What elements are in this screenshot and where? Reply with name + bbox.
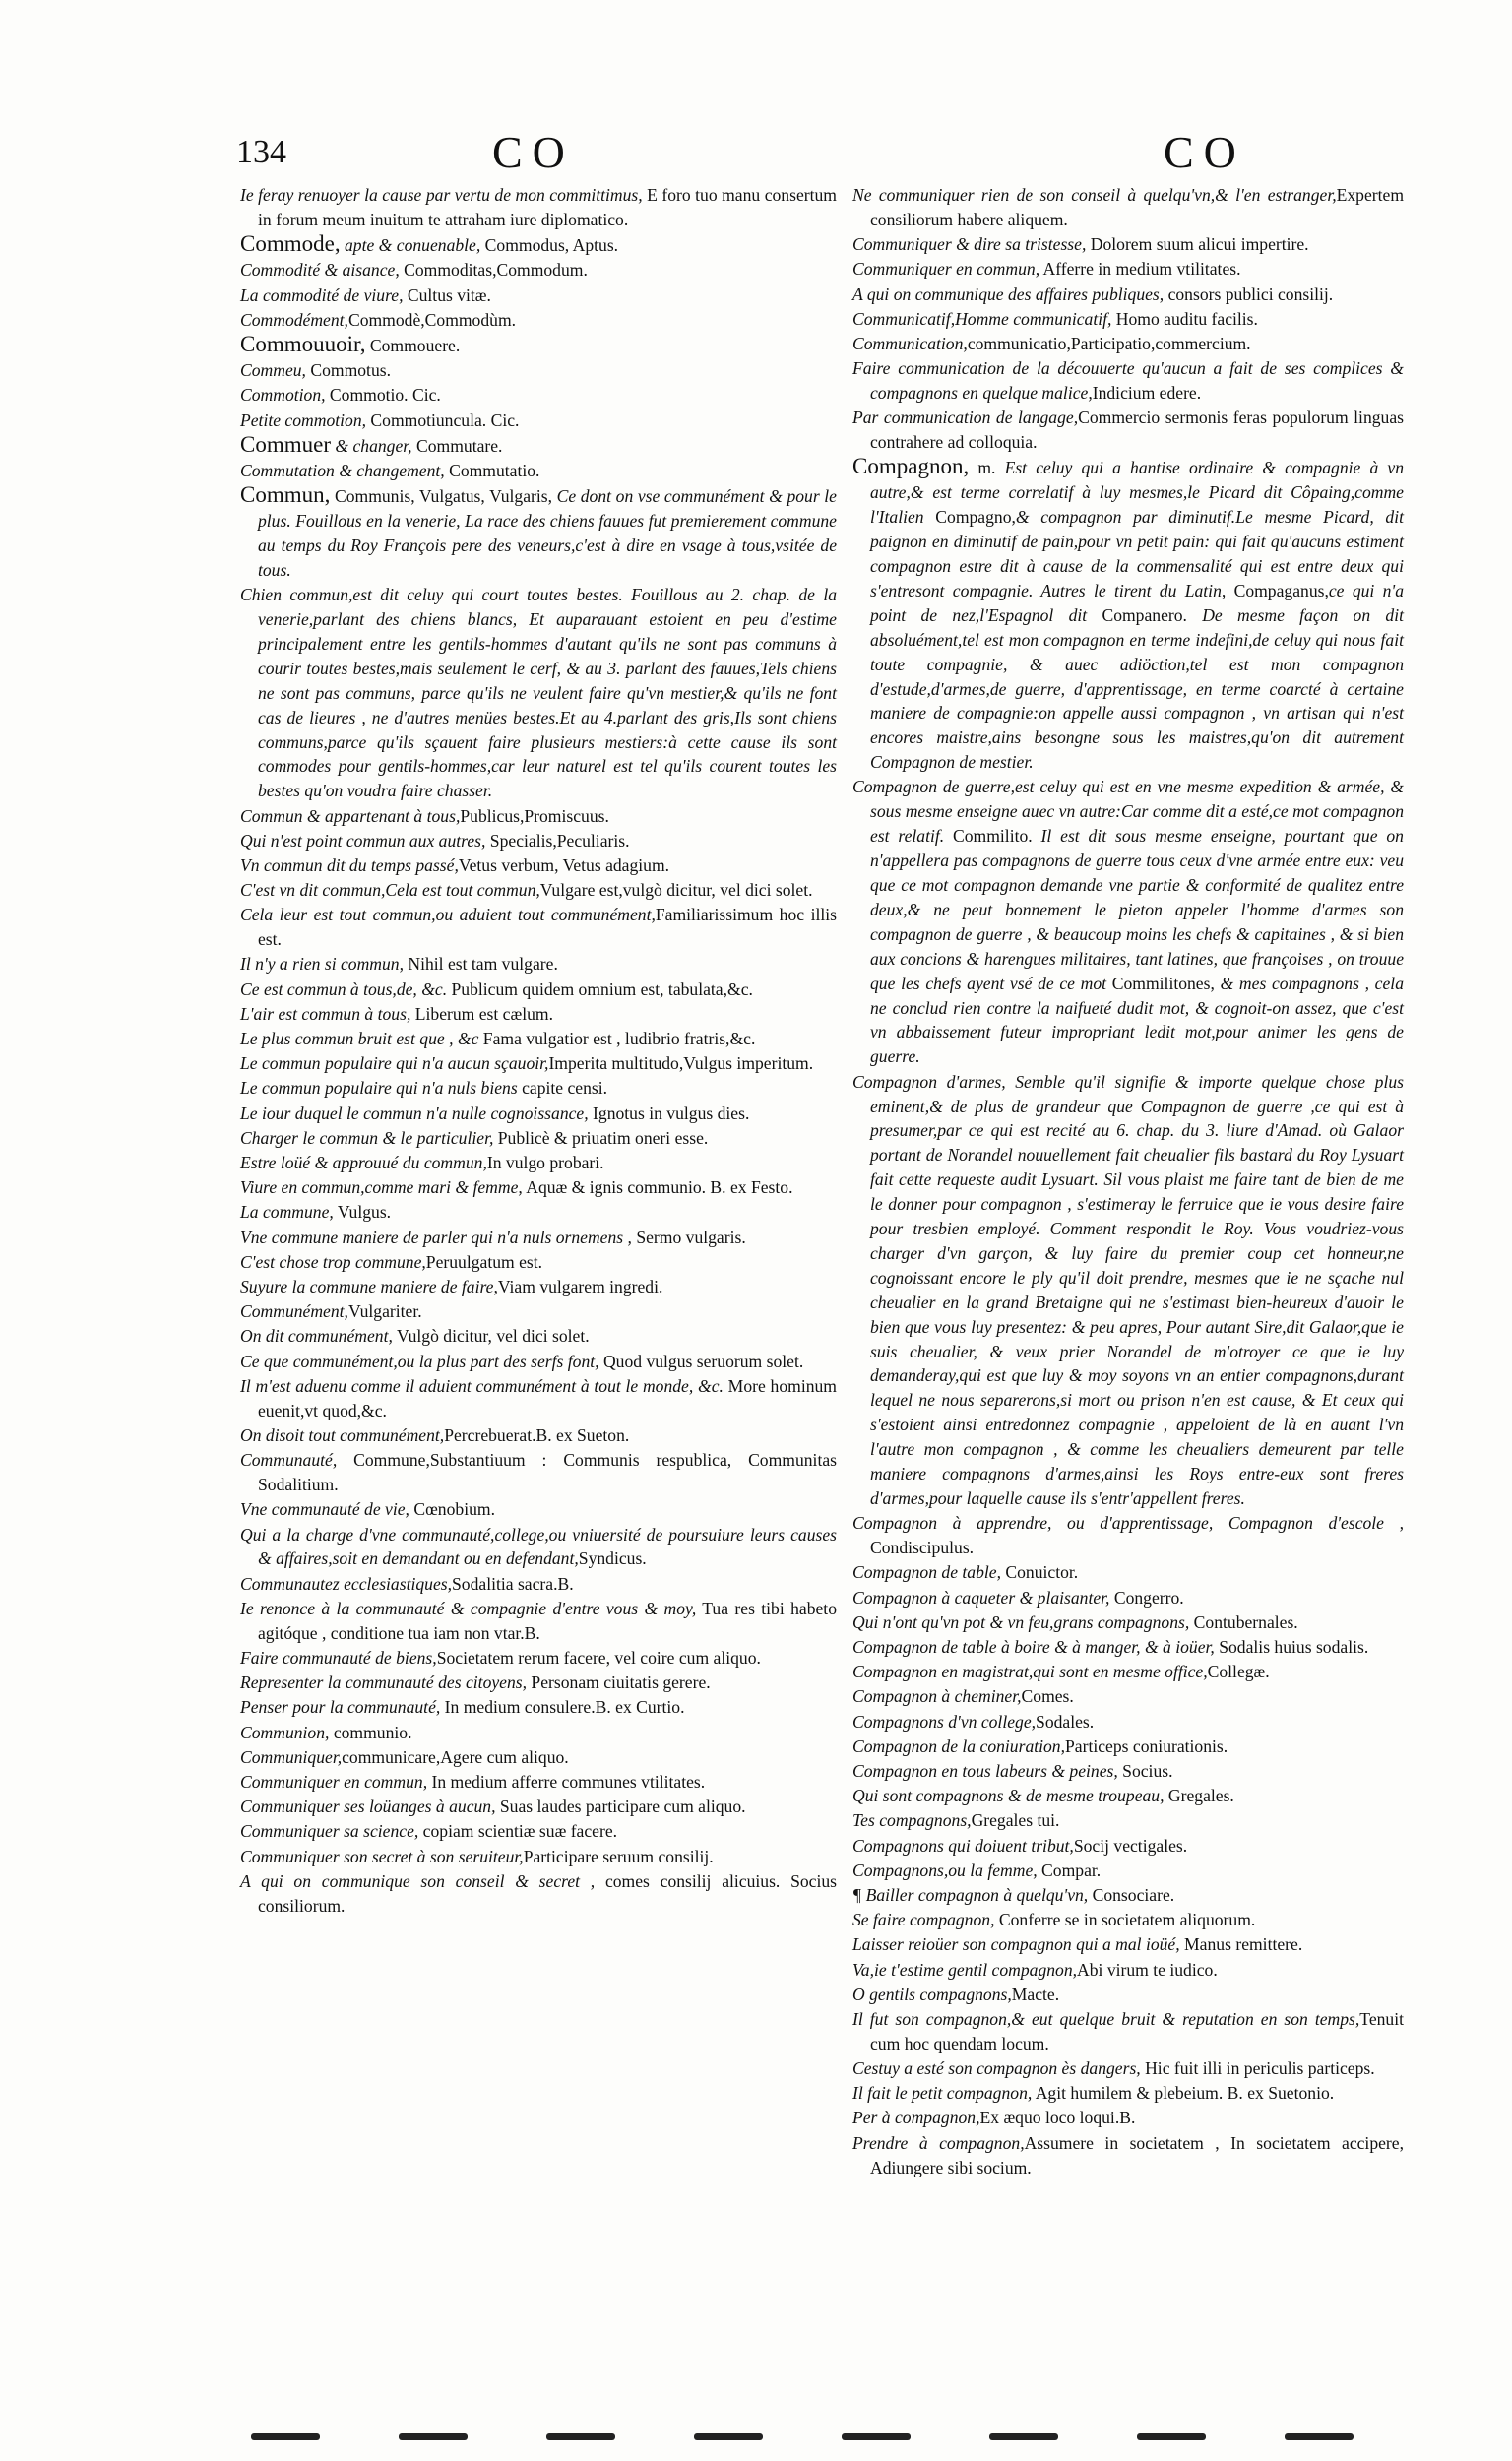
french-text: Communiquer, (240, 1746, 343, 1767)
dictionary-entry (240, 1845, 837, 1869)
latin-text: Ignotus in vulgus dies. (588, 1103, 750, 1123)
french-text: Il n'y a rien si commun, (240, 954, 404, 975)
running-head-left: CO (492, 127, 575, 177)
latin-text: Vulgariter. (347, 1301, 422, 1322)
french-text: apte & conuenable, (340, 235, 481, 256)
french-text: Compagnon de la coniuration, (852, 1735, 1066, 1756)
dictionary-entry (852, 2131, 1404, 2180)
latin-text: Gregales tui. (971, 1810, 1060, 1831)
dictionary-entry (240, 1151, 837, 1175)
dictionary-entry (240, 1795, 837, 1819)
dictionary-entry (852, 307, 1404, 332)
latin-text: Aquæ & ignis communio. B. ex Festo. (522, 1177, 793, 1198)
french-text: Il fut son compagnon,& eut quelque bruit & reputation en son temps, (852, 2008, 1360, 2029)
french-text: L'air est commun à tous, (240, 1003, 411, 1024)
french-text: Compagnon à apprendre, ou d'apprentissage, Compagnon d'escole , (852, 1513, 1404, 1534)
french-text: Per à compagnon, (852, 2108, 980, 2128)
french-text: Ie renonce à la communauté & compagnie d'entre vous & moy, (240, 1598, 697, 1618)
latin-text: Commutare. (411, 435, 503, 456)
latin-text: Ex æquo loco loqui.B. (979, 2108, 1136, 2128)
dictionary-entry (240, 1051, 837, 1076)
dictionary-entry (240, 1002, 837, 1027)
french-text: Qui sont compagnons & de mesme troupeau, (852, 1786, 1165, 1806)
latin-text: communicare,Agere cum aliquo. (342, 1746, 569, 1767)
french-text: Il m'est aduenu comme il aduient communément à tout le monde, &c. (240, 1375, 724, 1396)
dictionary-entry (240, 1671, 837, 1695)
dictionary-entry (240, 1250, 837, 1275)
dictionary-entry (240, 358, 837, 383)
french-text: On dit communément, (240, 1326, 393, 1347)
dictionary-entry (852, 1610, 1404, 1635)
french-text: Communiquer & dire sa tristesse, (852, 234, 1087, 255)
latin-text: Afferre in medium vtilitates. (1040, 259, 1241, 280)
dictionary-entry (852, 1511, 1404, 1560)
dictionary-entry (852, 1070, 1404, 1511)
latin-text: Publicus,Promiscuus. (460, 805, 609, 826)
dictionary-entry (852, 1784, 1404, 1808)
french-text: Le plus commun bruit est que , &c (240, 1029, 479, 1049)
latin-text: Publicum quidem omnium est, tabulata,&c. (447, 978, 753, 999)
french-text: Compagnons qui doiuent tribut, (852, 1835, 1074, 1856)
dictionary-entry (852, 257, 1404, 282)
latin-text: Commilito. (944, 826, 1033, 847)
dictionary-entry (852, 232, 1404, 257)
latin-text: Socij vectigales. (1073, 1835, 1188, 1856)
french-text: Commotion, (240, 385, 326, 406)
latin-text: Tua res tibi habeto agitóque , conditione tua iam non vtar.B. (258, 1598, 837, 1643)
dictionary-entry (240, 978, 837, 1002)
latin-text: Indicium edere. (1092, 383, 1202, 404)
dictionary-entry (240, 829, 837, 853)
latin-text: Sermo vulgaris. (631, 1227, 746, 1247)
french-text: Le commun populaire qui n'a aucun sçauoir, (240, 1053, 549, 1074)
dictionary-entry (240, 804, 837, 829)
french-text: Compagnon de guerre,est celuy qui est en vne mesme expedition & armée, & sous mesme enseigne auec vn autre:Car comme dit a esté,ce mot compagnon est relatif. (852, 777, 1404, 847)
french-text: Communiquer en commun, (852, 259, 1040, 280)
dictionary-entry (240, 284, 837, 308)
latin-text: Commune,Substantiuum : Communis respublica, Communitas Sodalitium. (258, 1450, 837, 1495)
french-text: Communication, (852, 333, 968, 353)
dictionary-entry (240, 1646, 837, 1671)
dictionary-entry (240, 1200, 837, 1225)
french-text: Qui a la charge d'vne communauté,college,ou vniuersité de poursuiure leurs causes & affaires,soit en demandant ou en defendant, (240, 1524, 837, 1569)
french-text: Ie feray renuoyer la cause par vertu de mon committimus, (240, 185, 643, 205)
running-head-right: CO (1164, 127, 1246, 177)
latin-text: communio. (329, 1722, 412, 1742)
dictionary-entry (852, 1710, 1404, 1735)
dictionary-entry (852, 2007, 1404, 2056)
french-text: Representer la communauté des citoyens, (240, 1672, 528, 1693)
dictionary-entry (240, 1497, 837, 1522)
french-text: A qui on communique des affaires publiques, (852, 284, 1165, 304)
latin-text: Socius. (1117, 1760, 1173, 1781)
french-text: Chien commun,est dit celuy qui court toutes bestes. Fouillous au 2. chap. de la venerie,parlant des chiens blancs, Et auparauant estoient en peu d'estime principalement entre les gentils-hommes d'autant qu'ils ne sont pas communs à courir toutes bestes,mais seulement le cerf, & au 3. parlant des fauues,Tels chiens ne sont pas communs, parce qu'ils ne veulent faire qu'vn mestier,& qu'ils ne font cas de lieures , ne d'autres menües bestes.Et au 4.parlant des gris,Ils sont chiens communs,parce qu'ils sçauent faire plusieurs mestiers:à cette cause ils sont commodes pour gentils-hommes,car leur naturel est tel qu'ils courent toutes les bestes qu'on voudra faire chasser. (240, 585, 837, 801)
latin-text: comes consilij alicuius. Socius consiliorum. (258, 1870, 838, 1916)
dictionary-entry (852, 332, 1404, 356)
dictionary-entry (240, 1102, 837, 1126)
french-text: Ce dont on vse communément & pour le plus. Fouillous en la venerie, La race des chiens fauues fut premierement commune au temps du Roy François pere des veneurs,c'est à dire en vsage à tous,vsitée de tous. (258, 486, 837, 580)
dictionary-entry (240, 232, 837, 258)
french-text: Cestuy a esté son compagnon ès dangers, (852, 2058, 1141, 2079)
latin-text: Particeps coniurationis. (1065, 1735, 1228, 1756)
dictionary-entry (240, 1275, 837, 1299)
french-text: Communion, (240, 1722, 330, 1742)
dictionary-entry (240, 853, 837, 878)
french-text: Faire communauté de biens, (240, 1647, 437, 1668)
french-text: Se faire compagnon, (852, 1910, 995, 1930)
latin-text: Compar. (1037, 1860, 1102, 1880)
latin-text: Abi virum te iudico. (1077, 1959, 1218, 1980)
french-text: Compagnon à caqueter & plaisanter, (852, 1587, 1110, 1608)
french-text: Par communication de langage, (852, 408, 1079, 428)
french-text: Le commun populaire qui n'a nuls biens (240, 1078, 518, 1099)
latin-text: Cultus vitæ. (403, 284, 491, 305)
latin-text: Vulgò dicitur, vel dici solet. (392, 1326, 590, 1347)
french-text: Commeu, (240, 360, 306, 381)
french-text: Suyure la commune maniere de faire, (240, 1277, 498, 1297)
dictionary-entry (240, 1299, 837, 1324)
latin-text: Peruulgatum est. (425, 1251, 543, 1272)
french-text: La commune, (240, 1202, 334, 1223)
french-text: Petite commotion, (240, 410, 367, 430)
latin-text: Sodalitia sacra.B. (452, 1573, 574, 1594)
dictionary-entry (852, 1958, 1404, 1983)
latin-text: copiam scientiæ suæ facere. (418, 1821, 618, 1842)
latin-text: Fama vulgatior est , ludibrio fratris,&c. (478, 1029, 756, 1049)
french-text: Commodité & aisance, (240, 260, 400, 281)
french-text: Compagnon d'armes, Semble qu'il signifie & importe quelque chose plus eminent,& de plus de grandeur que Compagnon de guerre ,ce qui est à presumer,par ce qui est recité au 6. chap. du 3. liure d'Amad. où Galaor portant de Norandel nouuellement fait cheualier fils bastard du Roy Lysuart fait cette requeste audit Lysuart. Sil vous plaist me faire tant de bien de me le donner pour compagnon , s'estimeray le ferruice que ie vous desire faire pour tresbien employé. Comment respondit le Roy. Vous voudriez-vous charger d'vn garçon, & luy faire du premier coup cet honneur,ne cognoissant encore le ply qu'il doit prendre, mesmes que ie ne sçache nul cheualier en la grand Bretaigne qui ne s'estimast bien-heureux d'auoir le bien que vous luy presentez: & peu apres, Pour autant Sire,dit Galaor,que ie suis cheualier, & veux prier Norandel de m'otroyer ce que ie luy demanderay,qui est que luy & moy soyons vn an entier compagnons,durant lequel ne nous separerons,si mort ou prison n'en est cause, & Et ceux qui s'estoient ainsi entredonnez compagnie , appeloient de là en auant l'vn l'autre mon compagnon , & comme les cheualiers demeurent par telle maniere compagnons d'armes,ainsi les Roys entre-eux sont freres d'armes,pour laquelle cause ils s'entr'appellent freres. (852, 1071, 1404, 1508)
french-text: Communicatif,Homme communicatif, (852, 308, 1112, 329)
dictionary-entry (240, 1869, 837, 1919)
french-text: ¶ Bailler compagnon à quelqu'vn, (852, 1884, 1089, 1905)
french-text: Qui n'est point commun aux autres, (240, 830, 486, 851)
french-text: Communautez ecclesiastiques, (240, 1573, 452, 1594)
dictionary-entry (852, 1735, 1404, 1759)
french-text: ce qui n'a point de nez,l'Espagnol dit (870, 580, 1404, 625)
latin-text: Cœnobium. (409, 1499, 495, 1520)
french-text: Vn commun dit du temps passé, (240, 854, 459, 875)
latin-text: Agit humilem & plebeium. B. ex Suetonio. (1032, 2083, 1335, 2104)
french-text: C'est chose trop commune, (240, 1251, 426, 1272)
latin-text: Companero. (1087, 604, 1187, 625)
latin-text: Collegæ. (1207, 1662, 1270, 1682)
latin-text: Viam vulgarem ingredi. (497, 1277, 663, 1297)
french-text: Compagnon de table, (852, 1562, 1001, 1583)
latin-text: Commodus, Aptus. (480, 235, 619, 256)
dictionary-entry (852, 1660, 1404, 1684)
latin-text: capite censi. (517, 1078, 608, 1099)
latin-text: Commouere. (365, 335, 461, 355)
latin-text: In medium consulere.B. ex Curtio. (440, 1697, 685, 1718)
dictionary-entry (852, 1859, 1404, 1883)
french-text: Compagnon de table à boire & à manger, & à ioüer, (852, 1636, 1215, 1657)
latin-text: Percrebuerat.B. ex Sueton. (444, 1425, 630, 1445)
dictionary-entry (240, 903, 837, 952)
french-text: & changer, (331, 435, 412, 456)
latin-text: Compagno, (923, 507, 1016, 528)
latin-text: Vulgus. (333, 1202, 392, 1223)
latin-text: Societatem rerum facere, vel coire cum aliquo. (436, 1647, 761, 1668)
dictionary-entry (852, 183, 1404, 232)
latin-text: Macte. (1011, 1984, 1060, 2004)
dictionary-entry (852, 1908, 1404, 1932)
latin-text: communicatio,Participatio,commercium. (967, 333, 1251, 353)
french-text: Charger le commun & le particulier, (240, 1127, 494, 1148)
latin-text: E foro tuo manu consertum in forum meum inuitum te attraham iure diplomatico. (258, 185, 837, 229)
french-text: Communiquer sa science, (240, 1821, 419, 1842)
french-text: Commodément, (240, 309, 348, 330)
latin-text: Syndicus. (578, 1548, 647, 1569)
latin-text: More hominum euenit,vt quod,&c. (258, 1375, 837, 1420)
french-text: Communauté, (240, 1450, 338, 1471)
french-text: Est celuy qui a hantise ordinaire & compagnie à vn autre,& est terme correlatif à luy mesmes,le Picard dit Côpaing,comme l'Italien (870, 458, 1405, 528)
french-text: Cela leur est tout commun,ou aduient tout communément, (240, 905, 656, 925)
french-text: Communément, (240, 1301, 348, 1322)
french-text: Tes compagnons, (852, 1810, 972, 1831)
latin-text: consors publici consilij. (1164, 284, 1334, 304)
dictionary-entry (852, 775, 1404, 1069)
latin-text: Compaganus, (1226, 580, 1329, 600)
latin-text: Familiarissimum hoc illis est. (258, 905, 837, 950)
latin-text: Commoditas,Commodum. (399, 260, 588, 281)
dictionary-entry (240, 1126, 837, 1151)
latin-text: Tenuit cum hoc quendam locum. (870, 2008, 1404, 2053)
french-text: Compagnons d'vn college, (852, 1711, 1037, 1732)
dictionary-entry (240, 1226, 837, 1250)
latin-text: Suas laudes participare cum aliquo. (495, 1797, 746, 1817)
french-text: Laisser reioüer son compagnon qui a mal ioüé, (852, 1934, 1180, 1955)
french-text: La commodité de viure, (240, 284, 404, 305)
headword: Commuer (240, 431, 331, 457)
dictionary-entry (240, 952, 837, 977)
latin-text: Personam ciuitatis gerere. (527, 1672, 711, 1693)
latin-text: m. (969, 458, 996, 478)
french-text: Commutation & changement, (240, 460, 445, 480)
latin-text: Liberum est cælum. (410, 1003, 553, 1024)
latin-text: In medium afferre communes vtilitates. (427, 1771, 706, 1792)
latin-text: Imperita multitudo,Vulgus imperitum. (548, 1053, 814, 1074)
french-text: Compagnon à cheminer, (852, 1686, 1022, 1707)
latin-text: Gregales. (1164, 1786, 1234, 1806)
french-text: On disoit tout communément, (240, 1425, 445, 1445)
latin-text: Homo auditu facilis. (1111, 308, 1258, 329)
french-text: De mesme façon on dit absoluément,tel est mon compagnon en terme indefini,de celuy qui nous fait toute compagnie, & auec adiöction,tel est mon compagnon d'estude,d'armes,de guerre, d'apprentissage, en terme coarcté à certaine maniere de compagnie:on appelle aussi compagnon , vn artisan qui n'est encores maistre,ains besongne sous les maistres,qu'on dit autrement Compagnon de mestier. (870, 604, 1404, 773)
dictionary-entry (852, 1759, 1404, 1784)
dictionary-entry (240, 1423, 837, 1448)
dictionary-entry (852, 2081, 1404, 2106)
french-text: Prendre à compagnon, (852, 2132, 1025, 2153)
dictionary-entry (852, 356, 1404, 406)
french-text: Commun & appartenant à tous, (240, 805, 461, 826)
french-text: Compagnon en magistrat,qui sont en mesme office, (852, 1662, 1208, 1682)
dictionary-entry (240, 433, 837, 459)
french-text: & compagnon par diminutif.Le mesme Picard, dit paignon en diminutif de pain,pour vn petit pain: qui fait qu'aucuns estiment compagnon estre dit à cause de la commensalité qui est entre deux qui s'entresont compagnie. Autres le tirent du Latin, (870, 507, 1404, 600)
dictionary-entry (240, 1572, 837, 1597)
latin-text: Conuictor. (1001, 1562, 1079, 1583)
latin-text: Commodè,Commodùm. (347, 309, 517, 330)
dictionary-entry (240, 1374, 837, 1423)
dictionary-entry (240, 459, 837, 483)
french-text: Communiquer en commun, (240, 1771, 428, 1792)
latin-text: Publicè & priuatim oneri esse. (493, 1127, 709, 1148)
dictionary-entry (240, 1324, 837, 1349)
dictionary-entry (852, 1560, 1404, 1585)
latin-text: Participare seruum consilij. (523, 1846, 714, 1866)
latin-text: Expertem consiliorum habere aliquem. (870, 185, 1404, 229)
latin-text: Dolorem suum alicui impertire. (1086, 234, 1309, 255)
latin-text: In vulgo probari. (486, 1153, 604, 1173)
french-text: Qui n'ont qu'vn pot & vn feu,grans compagnons, (852, 1611, 1190, 1632)
latin-text: Nihil est tam vulgare. (404, 954, 558, 975)
headword: Commouuoir, (240, 331, 366, 356)
french-text: Estre loüé & approuué du commun, (240, 1153, 487, 1173)
dictionary-entry (852, 2056, 1404, 2081)
latin-text: Commercio sermonis feras populorum linguas contrahere ad colloquia. (870, 408, 1404, 453)
headword: Commode, (240, 231, 341, 257)
french-text: Penser pour la communauté, (240, 1697, 441, 1718)
dictionary-entry (240, 1721, 837, 1745)
dictionary-entry (240, 1745, 837, 1770)
french-text: Faire communication de la découuerte qu'aucun a fait de ses complices & compagnons en quelque malice, (852, 358, 1404, 404)
dictionary-entry (852, 1586, 1404, 1610)
dictionary-entry (240, 308, 837, 333)
latin-text: Comes. (1021, 1686, 1074, 1707)
dictionary-entry (240, 1350, 837, 1374)
dictionary-entry (852, 406, 1404, 455)
french-text: Il est dit sous mesme enseigne, pourtant que on n'appellera pas compagnons de guerre tous ceux d'vne armée entre eux: veu que ce mot compagnon demande vne partie & conformité de qualitez entre deux,& ne peut bonnement le pieton appeler l'homme d'armes son compagnon de guerre , & beaucoup moins les chefs & capitaines , & si bien aux concions & harengues militaires, tant latines, que françoises , on trouue que les chefs ayent vsé de ce mot (870, 826, 1404, 993)
latin-text: Sodalis huius sodalis. (1214, 1636, 1369, 1657)
dictionary-entry (852, 1635, 1404, 1660)
french-text: Le iour duquel le commun n'a nulle cognoissance, (240, 1103, 589, 1123)
latin-text: Sodales. (1036, 1711, 1095, 1732)
latin-text: Communis, Vulgatus, Vulgaris, (330, 486, 552, 507)
dictionary-entry (240, 409, 837, 433)
dictionary-entry (240, 483, 837, 583)
french-text: Il fait le petit compagnon, (852, 2083, 1033, 2104)
right-column (852, 183, 1404, 2180)
dictionary-entry (852, 1684, 1404, 1709)
dictionary-entry (852, 1932, 1404, 1957)
latin-text: Commotio. Cic. (325, 385, 441, 406)
dictionary-entry (240, 183, 837, 232)
french-text: A qui on communique son conseil & secret , (240, 1870, 596, 1891)
french-text: Communiquer son secret à son seruiteur, (240, 1846, 524, 1866)
latin-text: Congerro. (1109, 1587, 1184, 1608)
dictionary-entry (240, 333, 837, 358)
latin-text: Assumere in societatem , In societatem accipere, Adiungere sibi socium. (870, 2132, 1404, 2177)
dictionary-entry (240, 878, 837, 903)
dictionary-entry (852, 1883, 1404, 1908)
headword: Commun, (240, 482, 331, 508)
french-text: Vne communauté de vie, (240, 1499, 410, 1520)
dictionary-entry (240, 1448, 837, 1497)
french-text: Compagnons,ou la femme, (852, 1860, 1038, 1880)
latin-text: Specialis,Peculiaris. (485, 830, 630, 851)
latin-text: Hic fuit illi in periculis particeps. (1140, 2058, 1375, 2079)
french-text: O gentils compagnons, (852, 1984, 1012, 2004)
dictionary-entry (240, 258, 837, 283)
dictionary-entry (240, 1027, 837, 1051)
left-column (240, 183, 837, 1919)
dictionary-entry (240, 1523, 837, 1572)
french-text: Vne commune maniere de parler qui n'a nuls ornemens , (240, 1227, 632, 1247)
latin-text: Commotiuncula. Cic. (366, 410, 520, 430)
dictionary-entry (852, 455, 1404, 775)
bottom-ornament (251, 2433, 1413, 2449)
dictionary-entry (852, 283, 1404, 307)
latin-text: Commilitones, (1106, 973, 1215, 993)
headword: Compagnon, (852, 454, 970, 479)
latin-text: Commutatio. (444, 460, 540, 480)
french-text: Ne communiquer rien de son conseil à quelqu'vn,& l'en estranger, (852, 185, 1337, 205)
french-text: Viure en commun,comme mari & femme, (240, 1177, 523, 1198)
dictionary-entry (240, 583, 837, 803)
dictionary-entry (240, 1695, 837, 1720)
dictionary-entry (852, 2106, 1404, 2130)
dictionary-entry (240, 1597, 837, 1646)
french-text: & mes compagnons , cela ne conclud rien contre la naifueté dudit mot, & cognoit-on assez, que c'est vn abbaissement futeur impropriant ledit mot,pour animer les gens de guerre. (870, 973, 1404, 1067)
dictionary-entry (240, 383, 837, 408)
french-text: Va,ie t'estime gentil compagnon, (852, 1959, 1078, 1980)
dictionary-entry (240, 1175, 837, 1200)
dictionary-entry (852, 1983, 1404, 2007)
dictionary-entry (240, 1819, 837, 1844)
french-text: Ce que communément,ou la plus part des serfs font, (240, 1351, 599, 1371)
french-text: Compagnon en tous labeurs & peines, (852, 1760, 1118, 1781)
dictionary-entry (852, 1834, 1404, 1859)
page-number: 134 (236, 134, 286, 170)
latin-text: Manus remittere. (1179, 1934, 1303, 1955)
french-text: Communiquer ses loüanges à aucun, (240, 1797, 496, 1817)
latin-text: Commotus. (305, 360, 391, 381)
latin-text: Contubernales. (1189, 1611, 1298, 1632)
latin-text: Consociare. (1088, 1884, 1175, 1905)
latin-text: Conferre se in societatem aliquorum. (994, 1910, 1256, 1930)
latin-text: Quod vulgus seruorum solet. (598, 1351, 804, 1371)
french-text: Ce est commun à tous,de, &c. (240, 978, 448, 999)
latin-text: Vulgare est,vulgò dicitur, vel dici solet. (539, 880, 813, 901)
french-text: C'est vn dit commun,Cela est tout commun, (240, 880, 540, 901)
dictionary-entry (240, 1076, 837, 1101)
dictionary-entry (240, 1770, 837, 1795)
latin-text: Vetus verbum, Vetus adagium. (458, 854, 670, 875)
dictionary-entry (852, 1808, 1404, 1833)
latin-text: Condiscipulus. (870, 1538, 975, 1558)
